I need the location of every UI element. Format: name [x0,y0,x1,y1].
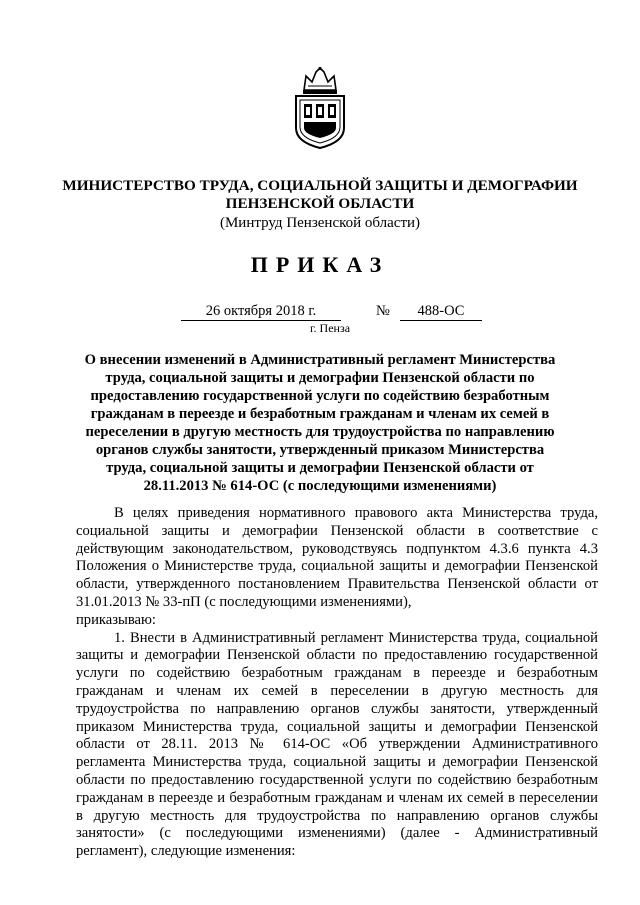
document-type: ПРИКАЗ [250,252,390,277]
number-sign: № [376,303,390,319]
city: г. Пенза [309,321,351,335]
number-field [400,303,482,321]
document-subject: О внесении изменений в Административный регламент Министерства труда, социальной защиты и демографии Пензенской области по предоставлению государственной услуги по содействию безработным гражданам в переезде и безработным гражданам и членам их семей в переселении в другую местность для трудоустройства по направлению органов службы занятости, утвержденный приказом Министерства труда, социальной защиты и демографии Пензенской области от 28.11.2013 № 614-ОС (с последующими изменениями) [84,352,556,494]
item-1-paragraph: 1. Внести в Административный регламент Министерства труда, социальной защиты и демографии Пензенской области по предоставлению государственной услуги по содействию безработным гражданам в переезде и безработным гражданам и членам их семей в переселении в другую местность для трудоустройства по направлению органов службы занятости, утвержденный приказом Министерства труда, социальной защиты и демографии Пензенской области от 28.11. 2013 № 614-ОС «Об утверждении Административного регламента Министерства труда, социальной защиты и демографии Пензенской области по предоставлению государственной услуги по содействию безработным гражданам в переезде и безработным гражданам и членам их семей в переселении в другую местность для трудоустройства по направлению органов службы занятости» (с последующими изменениями) (далее - Административный регламент), следующие изменения: [76,629,598,860]
ministry-name: МИНИСТЕРСТВО ТРУДА, СОЦИАЛЬНОЙ ЗАЩИТЫ И ДЕМОГРАФИИ ПЕНЗЕНСКОЙ ОБЛАСТИ [62,177,578,212]
document-body [76,505,598,861]
date-field [181,303,341,321]
coat-of-arms-icon [290,66,350,150]
document-number: 488-ОС [400,303,482,321]
document-date: 26 октября 2018 г. [181,303,341,321]
ministry-short-name: (Минтруд Пензенской области) [219,215,421,231]
preamble-paragraph: В целях приведения нормативного правового акта Министерства труда, социальной защиты и демографии Пензенской области в соответствие с действующим законодательством, руководствуясь подпунктом 4.3.6 пункта 4.3 Положения о Министерстве труда, социальной защиты и демографии Пензенской области, утвержденного постановлением Правительства Пензенской области от 31.01.2013 № 33-пП (с последующими изменениями), [76,505,598,610]
order-word: приказываю: [76,611,156,628]
